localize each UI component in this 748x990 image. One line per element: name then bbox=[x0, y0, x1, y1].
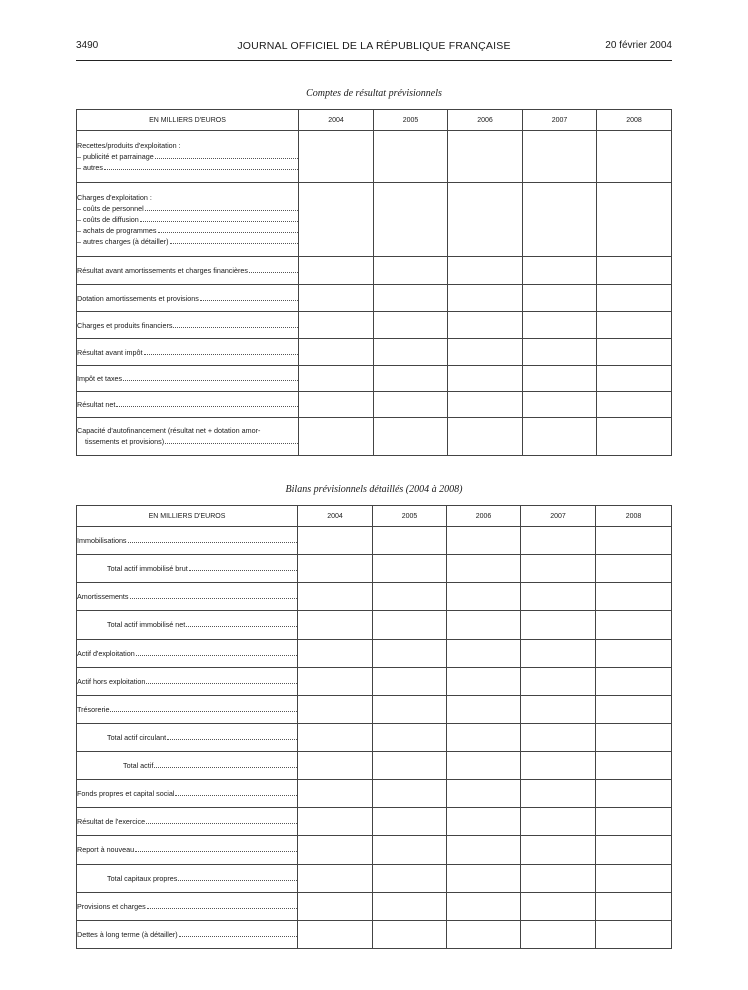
value-cell bbox=[373, 752, 447, 780]
row-label bbox=[77, 920, 298, 948]
row-label-text: Amortissements bbox=[77, 592, 129, 602]
row-label-text: Trésorerie bbox=[77, 704, 110, 714]
table-row bbox=[77, 920, 672, 948]
row-label-text: Actif hors exploitation bbox=[77, 676, 146, 686]
row-label bbox=[77, 312, 299, 339]
value-cell bbox=[374, 312, 448, 339]
value-cell bbox=[447, 695, 521, 723]
row-label-line bbox=[77, 193, 298, 203]
dot-leader bbox=[249, 265, 298, 273]
value-cell bbox=[596, 695, 672, 723]
value-cell bbox=[447, 780, 521, 808]
value-cell bbox=[596, 808, 672, 836]
dot-leader bbox=[110, 704, 297, 712]
column-header-unit: EN MILLIERS D'EUROS bbox=[77, 110, 299, 131]
column-header-year: 2004 bbox=[298, 506, 373, 527]
value-cell bbox=[298, 752, 373, 780]
dot-leader bbox=[146, 676, 297, 684]
value-cell bbox=[373, 667, 447, 695]
dot-leader bbox=[130, 591, 297, 599]
value-cell bbox=[448, 285, 523, 312]
value-cell bbox=[596, 527, 672, 555]
table-row bbox=[77, 418, 672, 456]
row-label-text: – publicité et parrainage bbox=[77, 151, 154, 161]
row-label bbox=[77, 555, 298, 583]
row-label-text: Total actif circulant bbox=[107, 732, 167, 742]
value-cell bbox=[298, 583, 373, 611]
table-row bbox=[77, 611, 672, 639]
dot-leader bbox=[189, 563, 297, 571]
row-label-line bbox=[77, 373, 298, 384]
dot-leader bbox=[165, 436, 298, 444]
dot-leader bbox=[145, 203, 298, 211]
table-row bbox=[77, 780, 672, 808]
value-cell bbox=[298, 836, 373, 864]
value-cell bbox=[447, 723, 521, 751]
row-label-text: – achats de programmes bbox=[77, 225, 157, 235]
row-label bbox=[77, 864, 298, 892]
value-cell bbox=[373, 836, 447, 864]
value-cell bbox=[521, 611, 596, 639]
value-cell bbox=[596, 752, 672, 780]
row-label bbox=[77, 257, 299, 285]
value-cell bbox=[299, 312, 374, 339]
row-label-line bbox=[77, 293, 298, 304]
value-cell bbox=[523, 285, 597, 312]
value-cell bbox=[596, 920, 672, 948]
row-label bbox=[77, 527, 298, 555]
row-label-line bbox=[77, 399, 298, 410]
income-statement-table bbox=[76, 109, 672, 456]
row-label-line bbox=[77, 347, 298, 358]
value-cell bbox=[298, 555, 373, 583]
value-cell bbox=[523, 183, 597, 257]
table-row bbox=[77, 392, 672, 418]
table-row bbox=[77, 667, 672, 695]
value-cell bbox=[448, 312, 523, 339]
row-label bbox=[77, 667, 298, 695]
value-cell bbox=[448, 131, 523, 183]
value-cell bbox=[523, 312, 597, 339]
table1-caption: Comptes de résultat prévisionnels bbox=[306, 88, 442, 99]
value-cell bbox=[373, 808, 447, 836]
row-label-text: tissements et provisions) bbox=[85, 437, 165, 446]
column-header-year: 2006 bbox=[448, 110, 523, 131]
dot-leader bbox=[186, 619, 297, 627]
row-label-text: Impôt et taxes bbox=[77, 374, 123, 383]
row-label bbox=[77, 183, 299, 257]
row-label-text: Total actif bbox=[123, 761, 154, 771]
journal-title: JOURNAL OFFICIEL DE LA RÉPUBLIQUE FRANÇAISE bbox=[237, 40, 511, 52]
value-cell bbox=[448, 366, 523, 392]
row-label-text: Résultat avant amortissements et charges financières bbox=[77, 266, 248, 275]
row-label bbox=[77, 418, 299, 456]
column-header-year: 2006 bbox=[447, 506, 521, 527]
row-label-line bbox=[77, 873, 297, 884]
row-label bbox=[77, 131, 299, 183]
value-cell bbox=[521, 667, 596, 695]
dot-leader bbox=[167, 732, 297, 740]
dot-leader bbox=[154, 760, 297, 768]
row-label-line bbox=[77, 535, 297, 546]
value-cell bbox=[596, 864, 672, 892]
table-row bbox=[77, 339, 672, 366]
value-cell bbox=[373, 780, 447, 808]
dot-leader bbox=[144, 347, 298, 355]
value-cell bbox=[523, 257, 597, 285]
row-label-text: – autres bbox=[77, 162, 103, 172]
value-cell bbox=[299, 285, 374, 312]
row-label-line bbox=[77, 151, 298, 162]
value-cell bbox=[299, 183, 374, 257]
row-label-line bbox=[77, 760, 297, 771]
row-label bbox=[77, 366, 299, 392]
table-row bbox=[77, 695, 672, 723]
value-cell bbox=[596, 639, 672, 667]
value-cell bbox=[523, 392, 597, 418]
value-cell bbox=[373, 555, 447, 583]
row-label-text: Total actif immobilisé brut bbox=[107, 564, 188, 574]
value-cell bbox=[298, 892, 373, 920]
value-cell bbox=[373, 892, 447, 920]
table-row bbox=[77, 723, 672, 751]
row-label-text: Résultat net bbox=[77, 400, 116, 409]
row-label-line bbox=[77, 788, 297, 799]
row-label-line bbox=[77, 265, 298, 276]
row-label-line bbox=[77, 426, 298, 436]
value-cell bbox=[373, 583, 447, 611]
row-label-line bbox=[77, 236, 298, 247]
value-cell bbox=[298, 695, 373, 723]
table-header-row bbox=[77, 110, 672, 131]
row-label bbox=[77, 752, 298, 780]
value-cell bbox=[374, 257, 448, 285]
column-header-year: 2008 bbox=[596, 506, 672, 527]
table2-caption: Bilans prévisionnels détaillés (2004 à 2008) bbox=[285, 484, 463, 495]
row-label-line bbox=[77, 563, 297, 574]
row-label-line bbox=[77, 591, 297, 602]
dot-leader bbox=[155, 151, 298, 159]
row-label bbox=[77, 339, 299, 366]
value-cell bbox=[523, 131, 597, 183]
value-cell bbox=[373, 527, 447, 555]
page-number: 3490 bbox=[76, 40, 99, 51]
value-cell bbox=[521, 555, 596, 583]
row-label-text: Total capitaux propres bbox=[107, 873, 178, 883]
row-label-line bbox=[77, 141, 298, 151]
header-rule bbox=[76, 60, 672, 61]
value-cell bbox=[521, 752, 596, 780]
value-cell bbox=[374, 131, 448, 183]
column-header-year: 2005 bbox=[373, 506, 447, 527]
row-label-text: Fonds propres et capital social bbox=[77, 789, 175, 799]
row-label-line bbox=[77, 844, 297, 855]
row-label-text: – autres charges (à détailler) bbox=[77, 236, 169, 246]
value-cell bbox=[298, 780, 373, 808]
row-label-text: Charges et produits financiers bbox=[77, 320, 173, 330]
dot-leader bbox=[175, 788, 297, 796]
row-label bbox=[77, 836, 298, 864]
table-row bbox=[77, 808, 672, 836]
row-label-line bbox=[77, 162, 298, 173]
value-cell bbox=[298, 527, 373, 555]
value-cell bbox=[447, 864, 521, 892]
row-label-line bbox=[77, 320, 298, 331]
table-row bbox=[77, 892, 672, 920]
value-cell bbox=[299, 418, 374, 456]
dot-leader bbox=[123, 373, 298, 381]
value-cell bbox=[597, 339, 672, 366]
row-label-text: Provisions et charges bbox=[77, 901, 146, 911]
value-cell bbox=[298, 920, 373, 948]
value-cell bbox=[521, 527, 596, 555]
value-cell bbox=[373, 723, 447, 751]
table-row bbox=[77, 639, 672, 667]
value-cell bbox=[298, 667, 373, 695]
table-row bbox=[77, 836, 672, 864]
value-cell bbox=[448, 418, 523, 456]
row-label-text: Dotation amortissements et provisions bbox=[77, 293, 199, 303]
column-header-year: 2004 bbox=[299, 110, 374, 131]
dot-leader bbox=[116, 399, 298, 407]
value-cell bbox=[299, 392, 374, 418]
value-cell bbox=[373, 639, 447, 667]
row-label-line bbox=[77, 648, 297, 659]
column-header-year: 2005 bbox=[374, 110, 448, 131]
value-cell bbox=[596, 583, 672, 611]
value-cell bbox=[298, 639, 373, 667]
row-label-line bbox=[77, 676, 297, 687]
row-label-text: Charges d'exploitation : bbox=[77, 192, 152, 202]
value-cell bbox=[597, 366, 672, 392]
row-label-line bbox=[77, 619, 297, 630]
row-label bbox=[77, 892, 298, 920]
dot-leader bbox=[146, 816, 297, 824]
value-cell bbox=[521, 695, 596, 723]
value-cell bbox=[523, 418, 597, 456]
table-row bbox=[77, 366, 672, 392]
value-cell bbox=[447, 527, 521, 555]
row-label bbox=[77, 285, 299, 312]
value-cell bbox=[597, 392, 672, 418]
table-row bbox=[77, 131, 672, 183]
dot-leader bbox=[135, 844, 297, 852]
value-cell bbox=[299, 131, 374, 183]
row-label-line bbox=[77, 901, 297, 912]
column-header-year: 2008 bbox=[597, 110, 672, 131]
value-cell bbox=[597, 312, 672, 339]
dot-leader bbox=[147, 901, 297, 909]
row-label bbox=[77, 392, 299, 418]
value-cell bbox=[447, 836, 521, 864]
value-cell bbox=[596, 836, 672, 864]
dot-leader bbox=[170, 236, 299, 244]
value-cell bbox=[448, 257, 523, 285]
value-cell bbox=[447, 583, 521, 611]
dot-leader bbox=[136, 648, 297, 656]
value-cell bbox=[447, 639, 521, 667]
value-cell bbox=[374, 366, 448, 392]
value-cell bbox=[374, 285, 448, 312]
value-cell bbox=[597, 285, 672, 312]
value-cell bbox=[596, 667, 672, 695]
value-cell bbox=[447, 892, 521, 920]
value-cell bbox=[597, 418, 672, 456]
row-label-text: Immobilisations bbox=[77, 536, 127, 546]
column-header-unit: EN MILLIERS D'EUROS bbox=[77, 506, 298, 527]
value-cell bbox=[596, 723, 672, 751]
balance-sheet-table bbox=[76, 505, 672, 949]
dot-leader bbox=[173, 320, 298, 328]
table-row bbox=[77, 312, 672, 339]
value-cell bbox=[298, 611, 373, 639]
value-cell bbox=[298, 723, 373, 751]
value-cell bbox=[521, 864, 596, 892]
row-label-line bbox=[77, 704, 297, 715]
row-label bbox=[77, 611, 298, 639]
table-row bbox=[77, 285, 672, 312]
table-header-row bbox=[77, 506, 672, 527]
dot-leader bbox=[104, 162, 298, 170]
row-label bbox=[77, 780, 298, 808]
row-label-line bbox=[77, 929, 297, 940]
row-label-text: Actif d'exploitation bbox=[77, 648, 135, 658]
value-cell bbox=[298, 864, 373, 892]
value-cell bbox=[597, 257, 672, 285]
value-cell bbox=[597, 131, 672, 183]
value-cell bbox=[523, 366, 597, 392]
row-label-line bbox=[77, 203, 298, 214]
row-label-line bbox=[77, 732, 297, 743]
table-row bbox=[77, 752, 672, 780]
value-cell bbox=[373, 611, 447, 639]
value-cell bbox=[521, 836, 596, 864]
value-cell bbox=[299, 366, 374, 392]
value-cell bbox=[299, 257, 374, 285]
value-cell bbox=[521, 780, 596, 808]
row-label-line bbox=[77, 225, 298, 236]
row-label-text: Dettes à long terme (à détailler) bbox=[77, 929, 178, 939]
row-label-text: – coûts de diffusion bbox=[77, 214, 139, 224]
row-label-text: Résultat avant impôt bbox=[77, 347, 143, 357]
table-row bbox=[77, 257, 672, 285]
value-cell bbox=[373, 864, 447, 892]
dot-leader bbox=[128, 535, 297, 543]
table-row bbox=[77, 527, 672, 555]
value-cell bbox=[596, 611, 672, 639]
value-cell bbox=[521, 808, 596, 836]
column-header-year: 2007 bbox=[523, 110, 597, 131]
value-cell bbox=[374, 183, 448, 257]
value-cell bbox=[521, 920, 596, 948]
table-row bbox=[77, 555, 672, 583]
row-label bbox=[77, 808, 298, 836]
value-cell bbox=[447, 555, 521, 583]
value-cell bbox=[374, 392, 448, 418]
dot-leader bbox=[158, 225, 298, 233]
dot-leader bbox=[178, 873, 297, 881]
row-label-text: Report à nouveau bbox=[77, 845, 135, 855]
row-label-text: Total actif immobilisé net bbox=[107, 620, 186, 630]
value-cell bbox=[521, 723, 596, 751]
value-cell bbox=[521, 639, 596, 667]
publication-date: 20 février 2004 bbox=[605, 40, 672, 51]
value-cell bbox=[447, 808, 521, 836]
value-cell bbox=[373, 695, 447, 723]
column-header-year: 2007 bbox=[521, 506, 596, 527]
dot-leader bbox=[179, 929, 297, 937]
row-label-line bbox=[77, 816, 297, 827]
table-row bbox=[77, 864, 672, 892]
row-label-text: Recettes/produits d'exploitation : bbox=[77, 140, 181, 150]
table-row bbox=[77, 183, 672, 257]
value-cell bbox=[597, 183, 672, 257]
row-label-text: – coûts de personnel bbox=[77, 203, 144, 213]
value-cell bbox=[596, 780, 672, 808]
dot-leader bbox=[140, 214, 298, 222]
row-label bbox=[77, 639, 298, 667]
table-row bbox=[77, 583, 672, 611]
value-cell bbox=[448, 183, 523, 257]
value-cell bbox=[521, 583, 596, 611]
value-cell bbox=[596, 892, 672, 920]
dot-leader bbox=[200, 293, 298, 301]
value-cell bbox=[523, 339, 597, 366]
value-cell bbox=[447, 667, 521, 695]
row-label-line bbox=[77, 436, 298, 447]
value-cell bbox=[299, 339, 374, 366]
row-label bbox=[77, 723, 298, 751]
value-cell bbox=[447, 752, 521, 780]
value-cell bbox=[298, 808, 373, 836]
value-cell bbox=[374, 339, 448, 366]
row-label bbox=[77, 583, 298, 611]
value-cell bbox=[447, 920, 521, 948]
row-label bbox=[77, 695, 298, 723]
row-label-line bbox=[77, 214, 298, 225]
row-label-text: Capacité d'autofinancement (résultat net + dotation amor- bbox=[77, 426, 261, 435]
value-cell bbox=[521, 892, 596, 920]
value-cell bbox=[448, 339, 523, 366]
value-cell bbox=[447, 611, 521, 639]
value-cell bbox=[374, 418, 448, 456]
value-cell bbox=[373, 920, 447, 948]
value-cell bbox=[596, 555, 672, 583]
row-label-text: Résultat de l'exercice bbox=[77, 817, 146, 827]
value-cell bbox=[448, 392, 523, 418]
